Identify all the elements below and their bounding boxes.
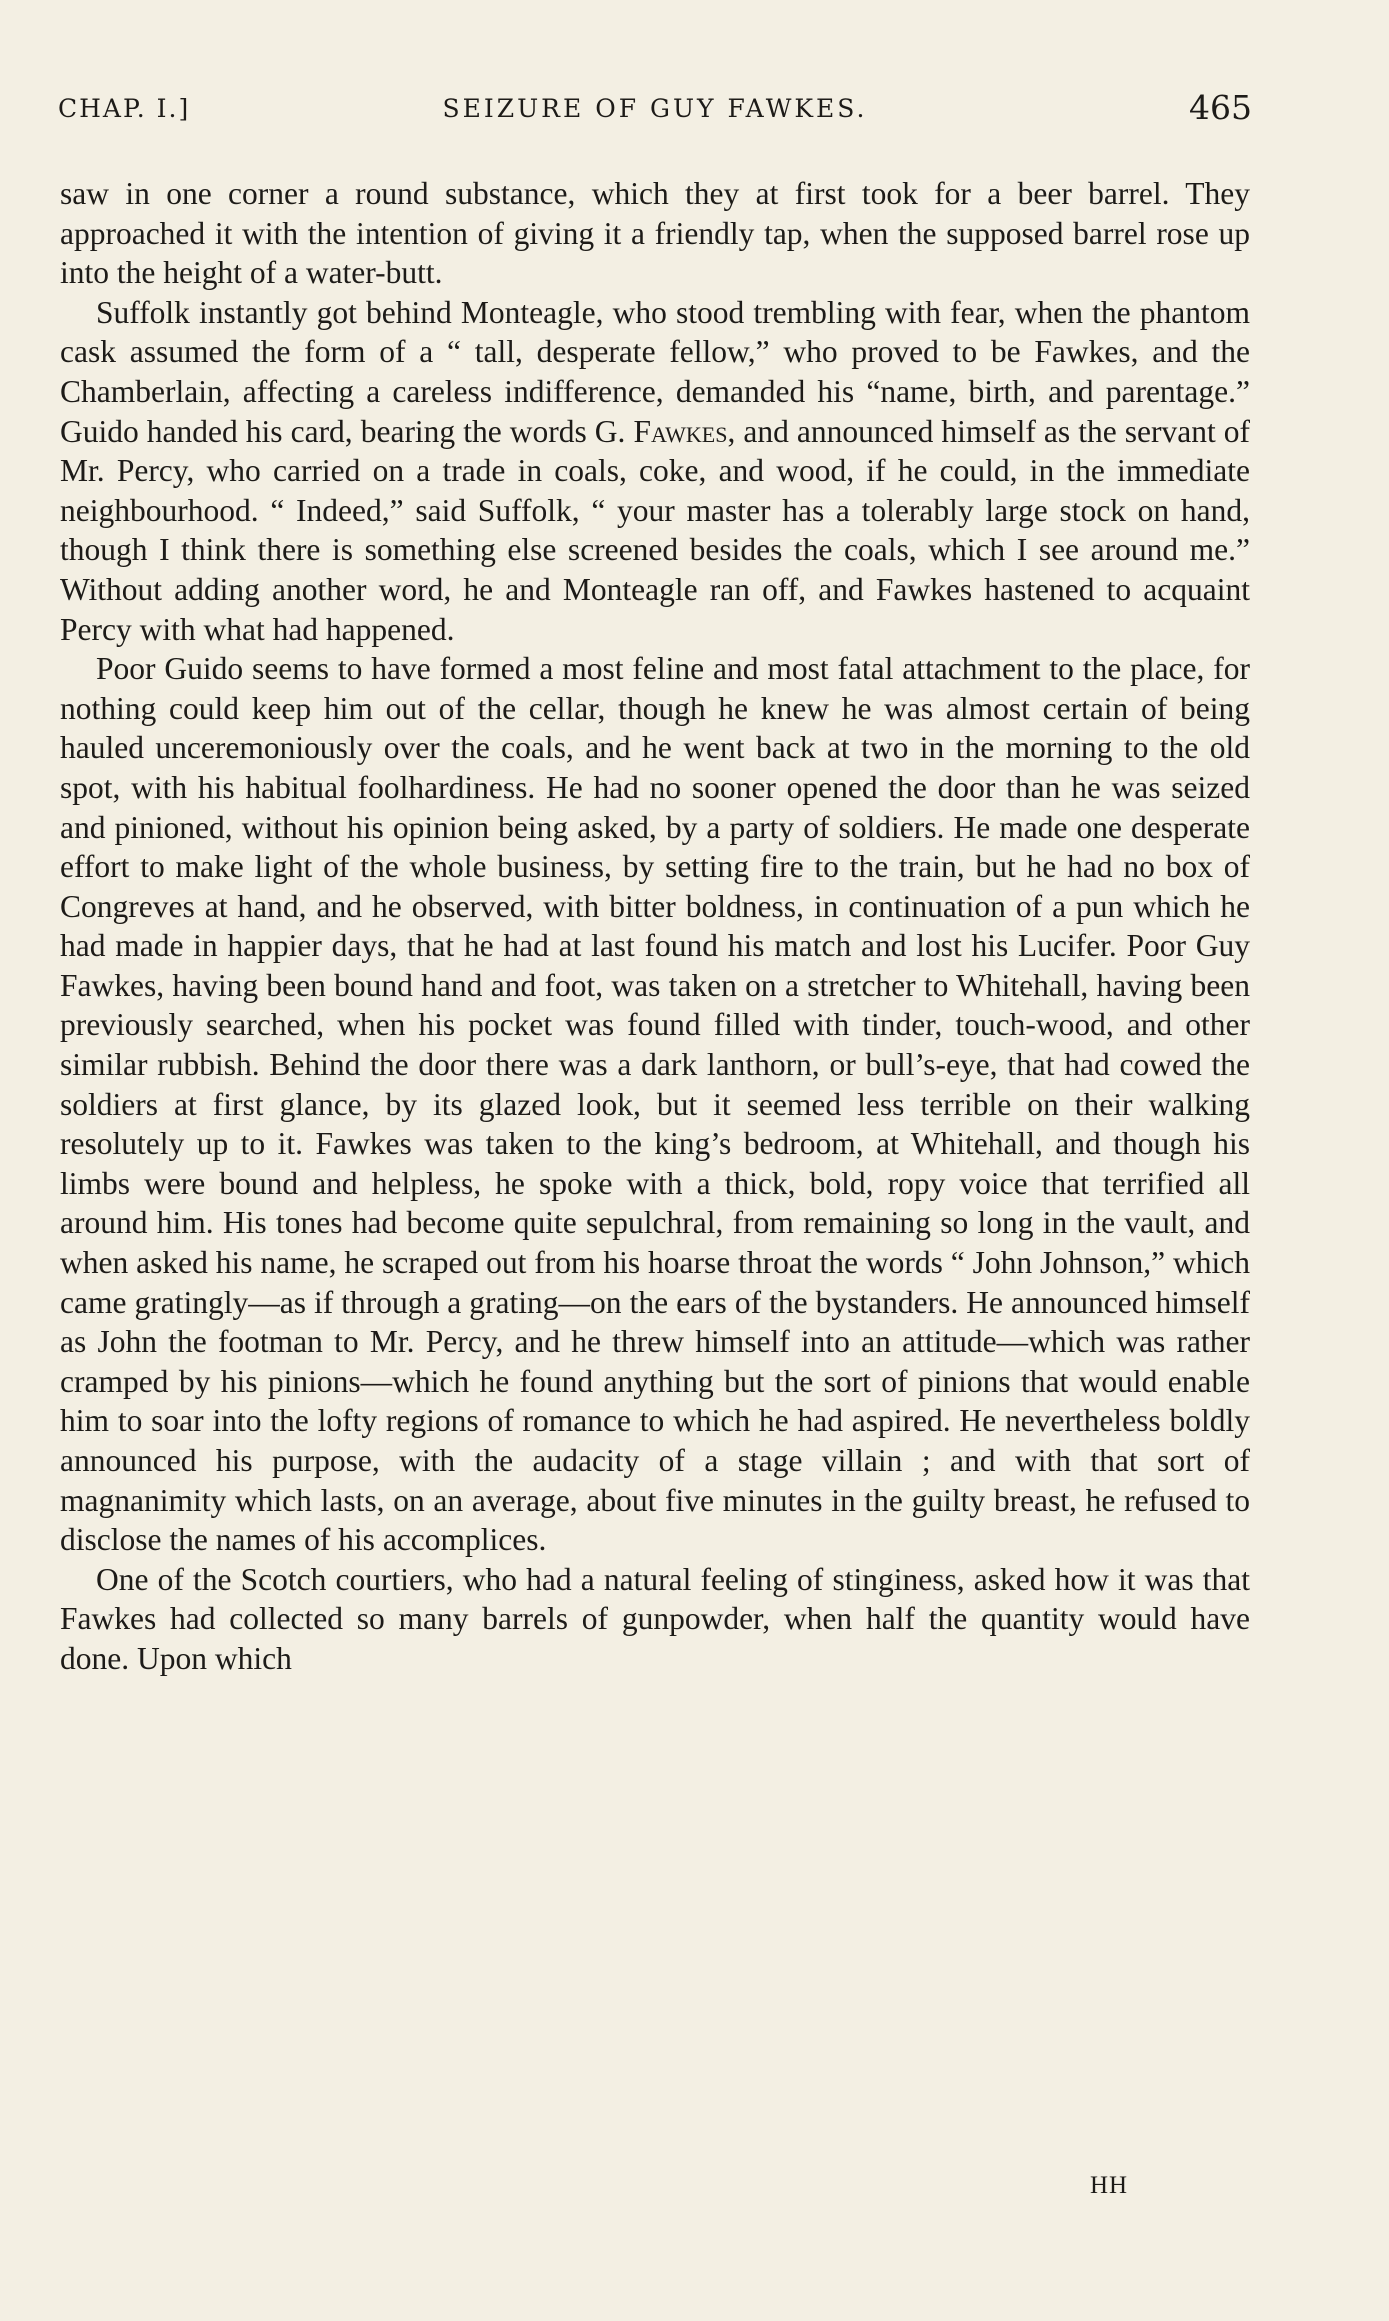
running-title: SEIZURE OF GUY FAWKES. — [442, 94, 868, 123]
paragraph-1: saw in one corner a round substance, which they at first took for a beer barrel. They approached it with the intention of giving it a friendly tap, when the supposed barrel rose up into the height of a water-butt. — [60, 176, 1250, 291]
paragraph-4: One of the Scotch courtiers, who had a natural feeling of stinginess, asked how it was that Fawkes had collected so many barrels of gunpowder, when half the quantity would have done. Upon which — [60, 1561, 1250, 1676]
running-head — [58, 88, 1252, 132]
page-number: 465 — [1189, 88, 1252, 127]
paragraph-2 — [60, 293, 1250, 649]
chapter-marker: CHAP. I.] — [58, 94, 191, 123]
paragraph-3: Poor Guido seems to have formed a most feline and most fatal attachment to the place, for nothing could keep him out of the cellar, though he knew he was almost certain of being hauled unceremoniously over the coals, and he went back at two in the morning to the old spot, with his habitual foolhardiness. He had no sooner opened the door than he was seized and pinioned, without his opinion being asked, by a party of soldiers. He made one desperate effort to make light of the whole business, by setting fire to the train, but he had no box of Congreves at hand, and he observed, with bitter boldness, in continuation of a pun which he had made in happier days, that he had at last found his match and lost his Lucifer. Poor Guy Fawkes, having been bound hand and foot, was taken on a stretcher to Whitehall, having been previously searched, when his pocket was found filled with tinder, touch-wood, and other similar rubbish. Behind the door there was a dark lanthorn, or bull’s-eye, that had cowed the soldiers at first glance, by its glazed look, but it seemed less terrible on their walking resolutely up to it. Fawkes was taken to the king’s bedroom, at Whitehall, and though his limbs were bound and helpless, he spoke with a thick, bold, ropy voice that terrified all around him. His tones had become quite sepulchral, from remaining so long in the vault, and when asked his name, he scraped out from his hoarse throat the words “ John Johnson,” which came gratingly—as if through a grating—on the ears of the bystanders. He announced himself as John the footman to Mr. Percy, and he threw himself into an attitude—which was rather cramped by his pinions—which he found anything but the sort of pinions that would enable him to soar into the lofty regions of romance to which he had aspired. He nevertheless boldly announced his purpose, with the audacity of a stage villain ; and with that sort of magnanimity which lasts, on an average, about five minutes in the guilty breast, he refused to disclose the names of his accomplices. — [60, 651, 1250, 1558]
signature-mark: HH — [1090, 2172, 1129, 2199]
fawkes-small-caps: Fawkes — [633, 413, 728, 449]
paragraph-2-text-before: Suffolk instantly got behind Monteagle, who stood trembling with fear, when the phantom cask assumed the form of a “ tall, desperate fellow,” who proved to be Fawkes, and the Chamberlain, affecting a careless indifference, demanded his “name, birth, and parentage.” Guido handed his card, bearing the words G. — [60, 294, 1250, 449]
body-text — [60, 174, 1250, 1679]
paragraph-2-text-after: , and announced himself as the servant of Mr. Percy, who carried on a trade in coals, coke, and wood, if he could, in the immediate neighbourhood. “ Indeed,” said Suffolk, “ your master has a tolerably large stock on hand, though I think there is something else screened besides the coals, which I see around me.” Without adding another word, he and Monteagle ran off, and Fawkes hastened to acquaint Percy with what had happened. — [60, 413, 1250, 647]
